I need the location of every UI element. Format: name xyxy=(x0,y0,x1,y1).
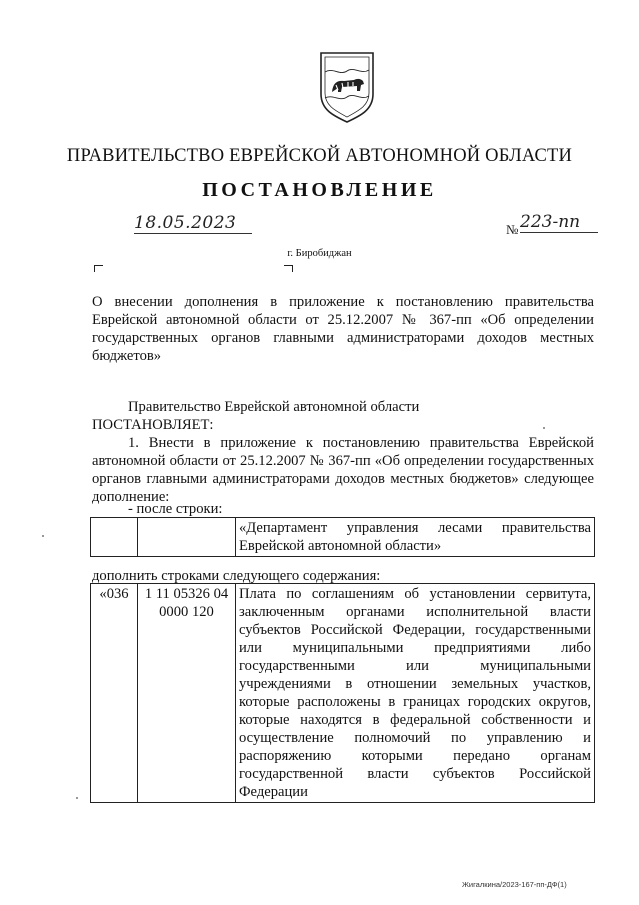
government-title: ПРАВИТЕЛЬСТВО ЕВРЕЙСКОЙ АВТОНОМНОЙ ОБЛАСТИ xyxy=(66,146,573,166)
document-date: 18.05.2023 xyxy=(134,213,252,234)
resolves-heading: ПОСТАНОВЛЯЕТ: xyxy=(92,417,214,433)
government-line: Правительство Еврейской автономной области xyxy=(128,399,420,415)
table-cell-name: «Департамент управления лесами правительства Еврейской автономной области» xyxy=(236,518,595,557)
existing-row-table xyxy=(90,517,595,557)
subject-corner-right xyxy=(284,265,293,272)
add-lines-label: дополнить строками следующего содержания: xyxy=(92,568,381,584)
scan-speck xyxy=(42,535,44,537)
table-cell-kbk: 1 11 05326 04 0000 120 xyxy=(138,584,236,803)
scan-speck xyxy=(76,797,78,799)
document-type-title: ПОСТАНОВЛЕНИЕ xyxy=(202,179,437,201)
coat-of-arms-emblem xyxy=(318,50,376,124)
paragraph-1: 1. Внести в приложение к постановлению правительства Еврейской автономной области от 25.12.2007 № 367-пп «Об определении государственных органов главными администраторами доходов местных бюджетов» следующее дополнение: xyxy=(92,435,594,505)
scan-speck xyxy=(543,427,545,429)
number-label: № xyxy=(506,222,519,237)
subject-corner-left xyxy=(94,265,103,272)
table-cell-code: «036 xyxy=(91,584,138,803)
table-row xyxy=(91,518,595,557)
document-subject: О внесении дополнения в приложение к постановлению правительства Еврейской автономной области от 25.12.2007 № 367-пп «Об определении государственных органов главными администраторами доходов местных бюджетов» xyxy=(92,294,594,364)
table-cell-name: Плата по соглашениям об установлении сервитута, заключенным органами исполнительной власти субъектов Российской Федерации, государственными или муниципальными предприятиями либо государственными или муниципальными учреждениями в отношении земельных участков, которые расположены в границах городских округов, которые находятся в федеральной собственности и осуществление полномочий по управлению и распоряжению которыми передано органам государственной власти субъектов Российской Федерации xyxy=(236,584,595,803)
footer-reference: Жигалкина/2023-167-пп-ДФ(1) xyxy=(462,880,567,889)
new-row-table xyxy=(90,583,595,803)
after-line-label: - после строки: xyxy=(128,501,223,517)
document-number: 223-пп xyxy=(520,212,598,233)
table-cell-kbk xyxy=(138,518,236,557)
table-row xyxy=(91,584,595,803)
table-cell-code xyxy=(91,518,138,557)
city-name: г. Биробиджан xyxy=(287,248,352,259)
